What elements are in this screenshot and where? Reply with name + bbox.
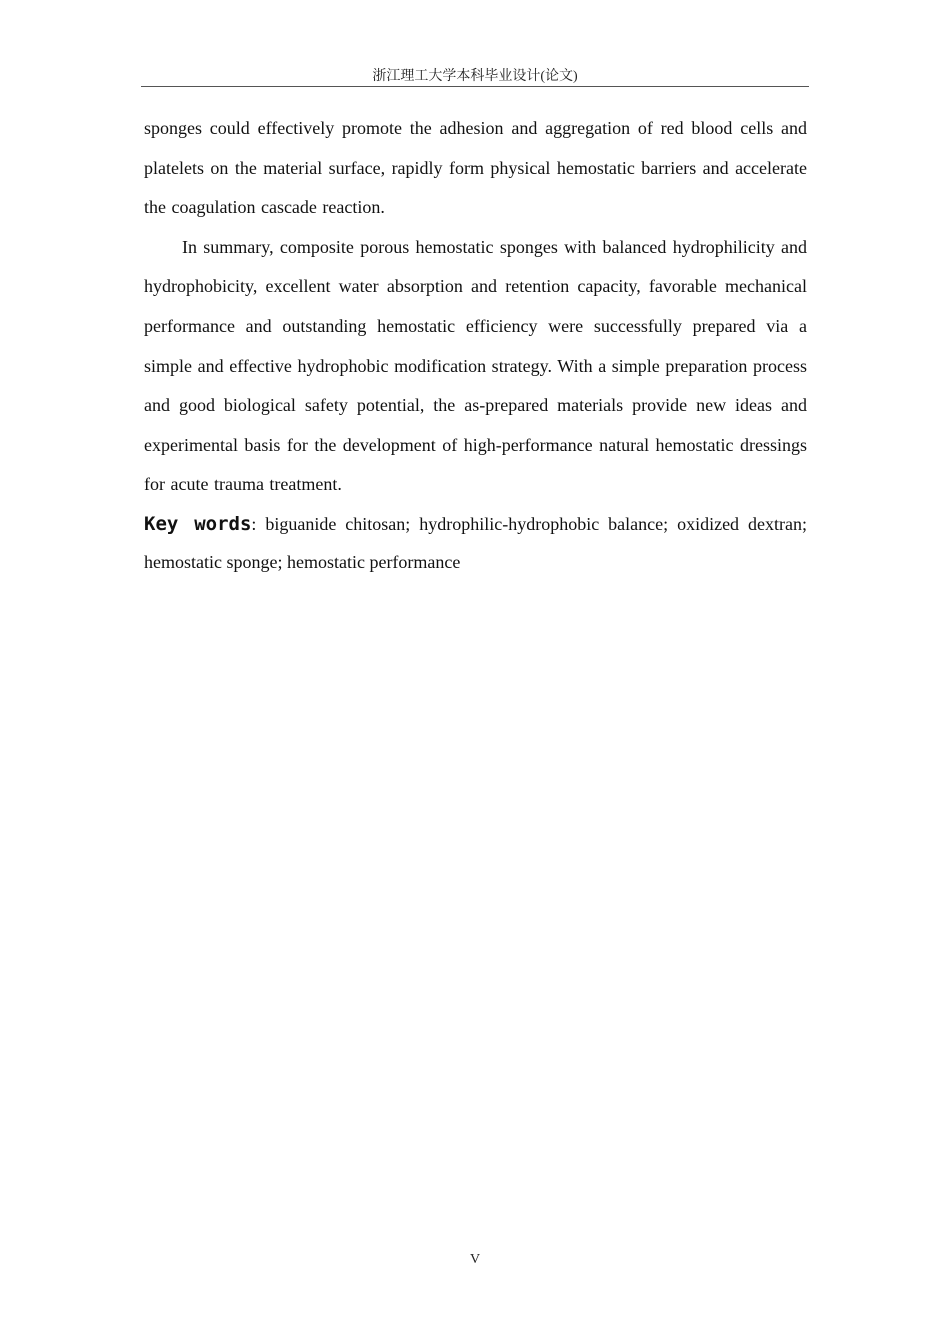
paragraph-summary: In summary, composite porous hemostatic sponges with balanced hydrophilicity and hydrophobicity, excellent water absorption and retention capacity, favorable mechanical performance and outstanding hemostatic efficiency were successfully prepared via a simple and effective hydrophobic modification strategy. With a simple preparation process and good biological safety potential, the as-prepared materials provide new ideas and experimental basis for the development of high-performance natural hemostatic dressings for acute trauma treatment. — [144, 236, 807, 495]
main-content — [144, 109, 807, 581]
keywords-label: Key words — [144, 512, 252, 535]
paragraph-continued: sponges could effectively promote the adhesion and aggregation of red blood cells and platelets on the material surface, rapidly form physical hemostatic barriers and accelerate the coagulation cascade reaction. — [144, 118, 807, 218]
keywords-separator: : — [251, 513, 266, 534]
page-number: V — [469, 1252, 481, 1267]
keywords-line — [144, 505, 807, 581]
header-divider — [141, 86, 809, 87]
keywords-text: biguanide chitosan; hydrophilic-hydrophobic balance; oxidized dextran; hemostatic sponge; hemostatic performance — [144, 513, 807, 572]
page-header: 浙江理工大学本科毕业设计(论文) — [372, 69, 578, 84]
